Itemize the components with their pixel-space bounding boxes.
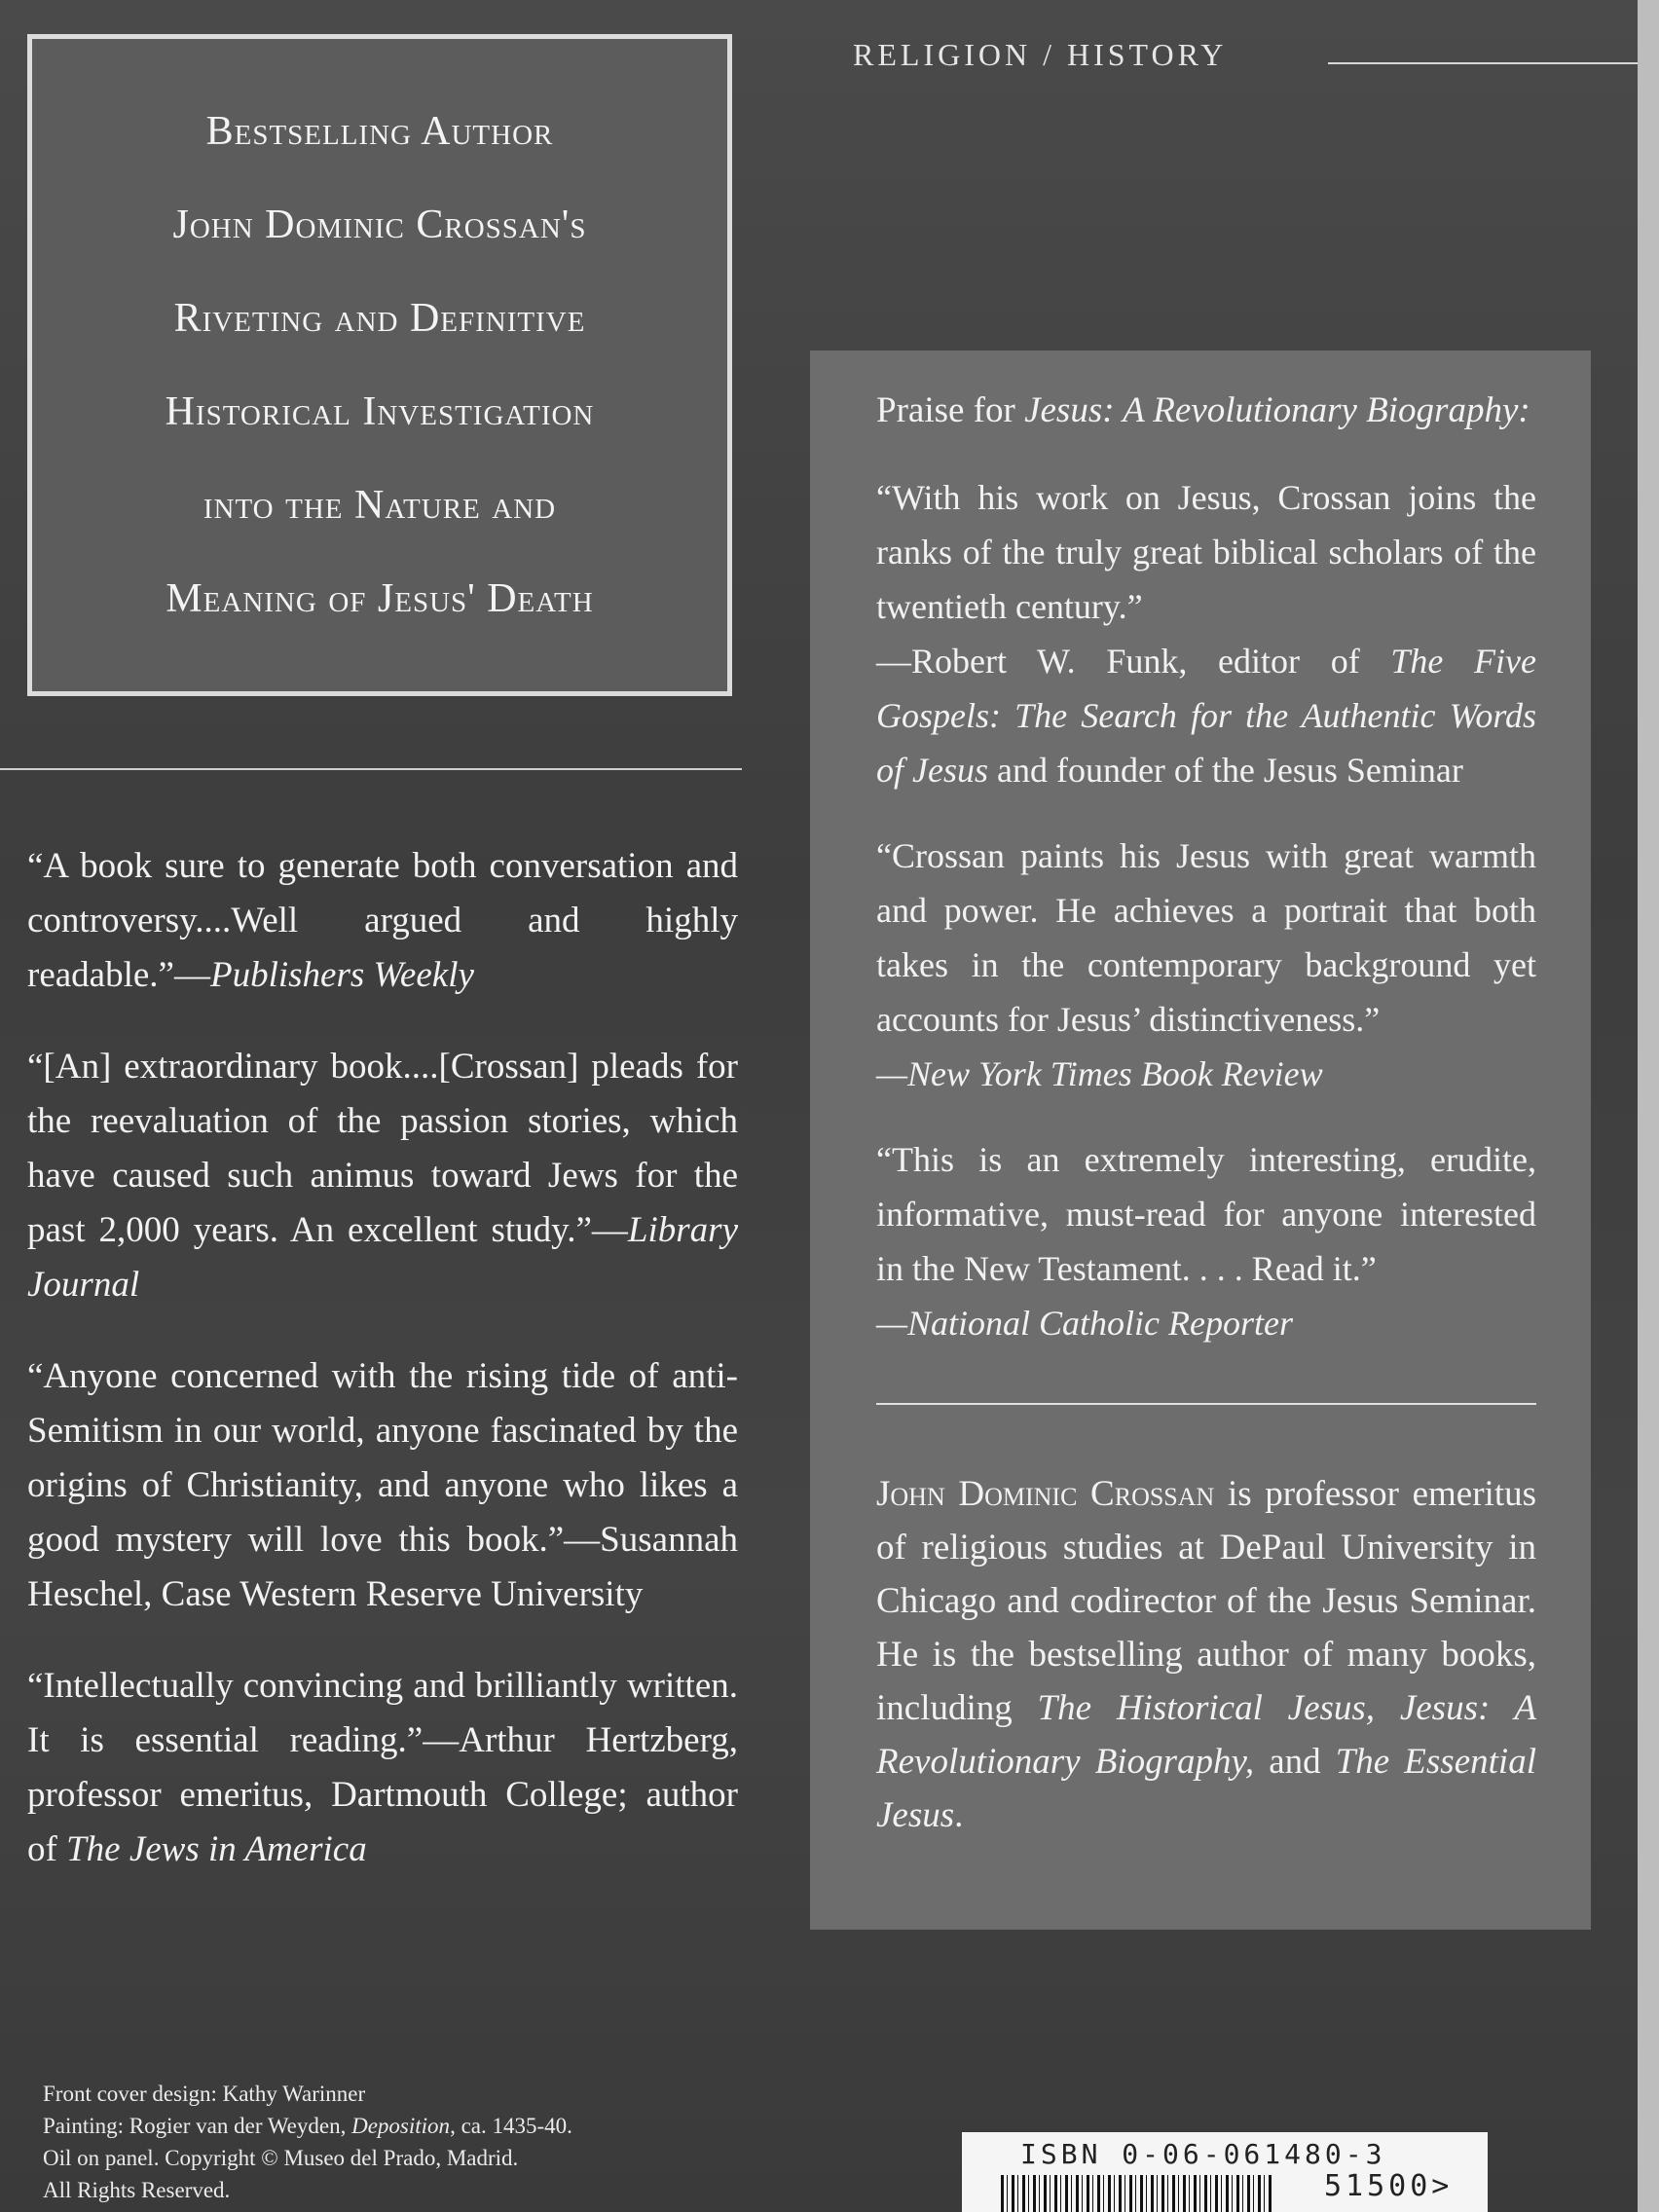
- category-rule: [1328, 62, 1638, 64]
- price-code: 51500>: [1324, 2169, 1454, 2203]
- author-name: John Dominic Crossan: [876, 1474, 1215, 1514]
- bio-text-3: .: [954, 1795, 964, 1835]
- bio-text-1: is professor emeritus of religious studies at DePaul University in Chicago and codirector of the Jesus Seminar. He is the bestselling author of many books, including: [876, 1474, 1536, 1728]
- left-quotes: [27, 839, 738, 1914]
- barcode-box: [962, 2132, 1488, 2212]
- credit-copyright: Oil on panel. Copyright © Museo del Prado, Madrid.: [43, 2146, 519, 2170]
- headline-box: [27, 34, 732, 696]
- quote-attribution-suffix: and founder of the Jesus Seminar: [987, 751, 1463, 790]
- credit-painting-prefix: Painting: Rogier van der Weyden,: [43, 2114, 352, 2138]
- headline-line-3: Riveting and Definitive: [173, 296, 586, 341]
- quote-text: “Intellectually convincing and brilliantly written. It is essential reading.”—Arthur Hertzberg, professor emeritus, Dartmouth College; author of: [27, 1666, 738, 1869]
- spine-edge: [1638, 0, 1659, 2212]
- headline-line-5: into the Nature and: [203, 483, 557, 528]
- praise-heading-prefix: Praise for: [876, 390, 1025, 430]
- quote-attribution: —National Catholic Reporter: [876, 1304, 1293, 1343]
- author-bio: [876, 1467, 1536, 1842]
- quote-hertzberg: [27, 1659, 738, 1877]
- praise-heading: [876, 389, 1536, 431]
- praise-heading-title: Jesus: A Revolutionary Biography:: [1024, 390, 1530, 430]
- credit-painting-suffix: , ca. 1435-40.: [450, 2114, 572, 2138]
- credits: [43, 2078, 572, 2206]
- credit-painting: [43, 2110, 572, 2142]
- credit-painting-title: Deposition: [351, 2114, 451, 2138]
- quote-text: “[An] extraordinary book....[Crossan] pleads for the reevaluation of the passion stories, which have caused such animus toward Jews for the past 2,000 years. An excellent study.”—: [27, 1047, 738, 1250]
- left-divider: [0, 768, 742, 770]
- quote-heschel: [27, 1349, 738, 1622]
- bio-book-2: The Essential Jesus: [876, 1742, 1536, 1835]
- headline-line-4: Historical Investigation: [165, 389, 595, 434]
- quote-text: “With his work on Jesus, Crossan joins the ranks of the truly great biblical scholars of the twentieth century.”: [876, 478, 1536, 626]
- quote-text: “Crossan paints his Jesus with great warmth and power. He achieves a portrait that both takes in the contemporary background yet accounts for Jesus’ distinctiveness.”: [876, 836, 1536, 1039]
- category-label: RELIGION / HISTORY: [853, 37, 1228, 72]
- praise-quote-nyt: [876, 829, 1536, 1101]
- quote-attribution-title: The Five Gospels: The Search for the Authentic Words of Jesus: [876, 642, 1537, 790]
- praise-quote-funk: [876, 470, 1536, 797]
- praise-divider: [876, 1403, 1536, 1405]
- headline-line-6: Meaning of Jesus' Death: [166, 576, 594, 621]
- quote-source: Library Journal: [27, 1210, 738, 1305]
- isbn-number: ISBN 0-06-061480-3: [1020, 2138, 1386, 2170]
- praise-quote-ncr: [876, 1132, 1536, 1350]
- credit-cover-design: Front cover design: Kathy Warinner: [43, 2082, 366, 2106]
- quote-attribution: —New York Times Book Review: [876, 1054, 1323, 1093]
- quote-text: “Anyone concerned with the rising tide of anti-Semitism in our world, anyone fascinated by the origins of Christianity, and anyone who likes a good mystery will love this book.”—Susannah Heschel, Case Western Reserve University: [27, 1356, 738, 1614]
- headline-line-1: Bestselling Author: [205, 109, 554, 154]
- quote-source: Publishers Weekly: [209, 955, 474, 995]
- bio-text-2: and: [1254, 1742, 1336, 1782]
- barcode-icon: [1001, 2175, 1273, 2212]
- praise-box: [810, 350, 1591, 1930]
- bio-book-1: The Historical Jesus, Jesus: A Revolutionary Biography,: [876, 1688, 1536, 1782]
- quote-attribution: —Robert W. Funk, editor of: [876, 642, 1391, 681]
- quote-publishers-weekly: [27, 839, 738, 1003]
- quote-source: The Jews in America: [66, 1829, 367, 1869]
- credit-rights: All Rights Reserved.: [43, 2178, 231, 2202]
- headline-line-2: John Dominic Crossan's: [172, 203, 587, 247]
- quote-text: “This is an extremely interesting, erudite, informative, must-read for anyone interested in the New Testament. . . . Read it.”: [876, 1140, 1536, 1288]
- quote-text: “A book sure to generate both conversation and controversy....Well argued and highly readable.”—: [27, 846, 738, 995]
- quote-library-journal: [27, 1040, 738, 1312]
